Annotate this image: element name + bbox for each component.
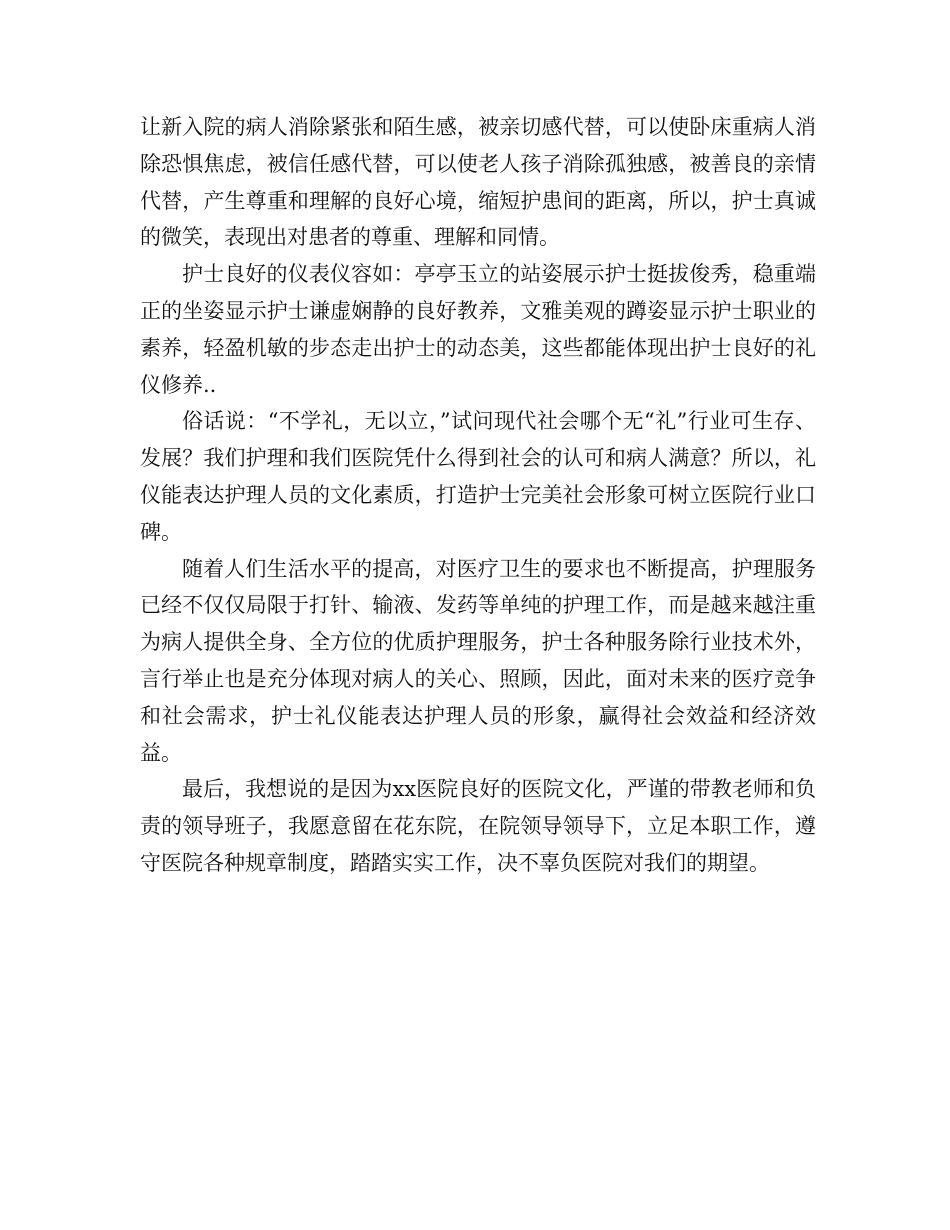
paragraph-3: 俗话说：“不学礼，无以立，”试问现代社会哪个无“礼”行业可生存、发展？我们护理和我们医院凭什么得到社会的认可和病人满意？所以，礼仪能表达护理人员的文化素质，打造护士完美社会形象可树立医院行业口碑。 — [140, 409, 816, 544]
document-body — [140, 109, 816, 882]
paragraph-1: 让新入院的病人消除紧张和陌生感，被亲切感代替，可以使卧床重病人消除恐惧焦虑，被信任感代替，可以使老人孩子消除孤独感，被善良的亲情代替，产生尊重和理解的良好心境，缩短护患间的距离，所以，护士真诚的微笑，表现出对患者的尊重、理解和同情。 — [140, 115, 816, 250]
paragraph-2: 护士良好的仪表仪容如：亭亭玉立的站姿展示护士挺拔俊秀，稳重端正的坐姿显示护士谦虚娴静的良好教养，文雅美观的蹲姿显示护士职业的素养，轻盈机敏的步态走出护士的动态美，这些都能体现出护士良好的礼仪修养.. — [140, 262, 816, 397]
paragraph-5: 最后，我想说的是因为xx医院良好的医院文化，严谨的带教老师和负责的领导班子，我愿意留在花东院，在院领导领导下，立足本职工作，遵守医院各种规章制度，踏踏实实工作，决不辜负医院对我们的期望。 — [140, 777, 816, 875]
paragraph-4: 随着人们生活水平的提高，对医疗卫生的要求也不断提高，护理服务已经不仅仅局限于打针、输液、发药等单纯的护理工作，而是越来越注重为病人提供全身、全方位的优质护理服务，护士各种服务除行业技术外，言行举止也是充分体现对病人的关心、照顾，因此，面对未来的医疗竞争和社会需求，护士礼仪能表达护理人员的形象，赢得社会效益和经济效益。 — [140, 556, 816, 765]
